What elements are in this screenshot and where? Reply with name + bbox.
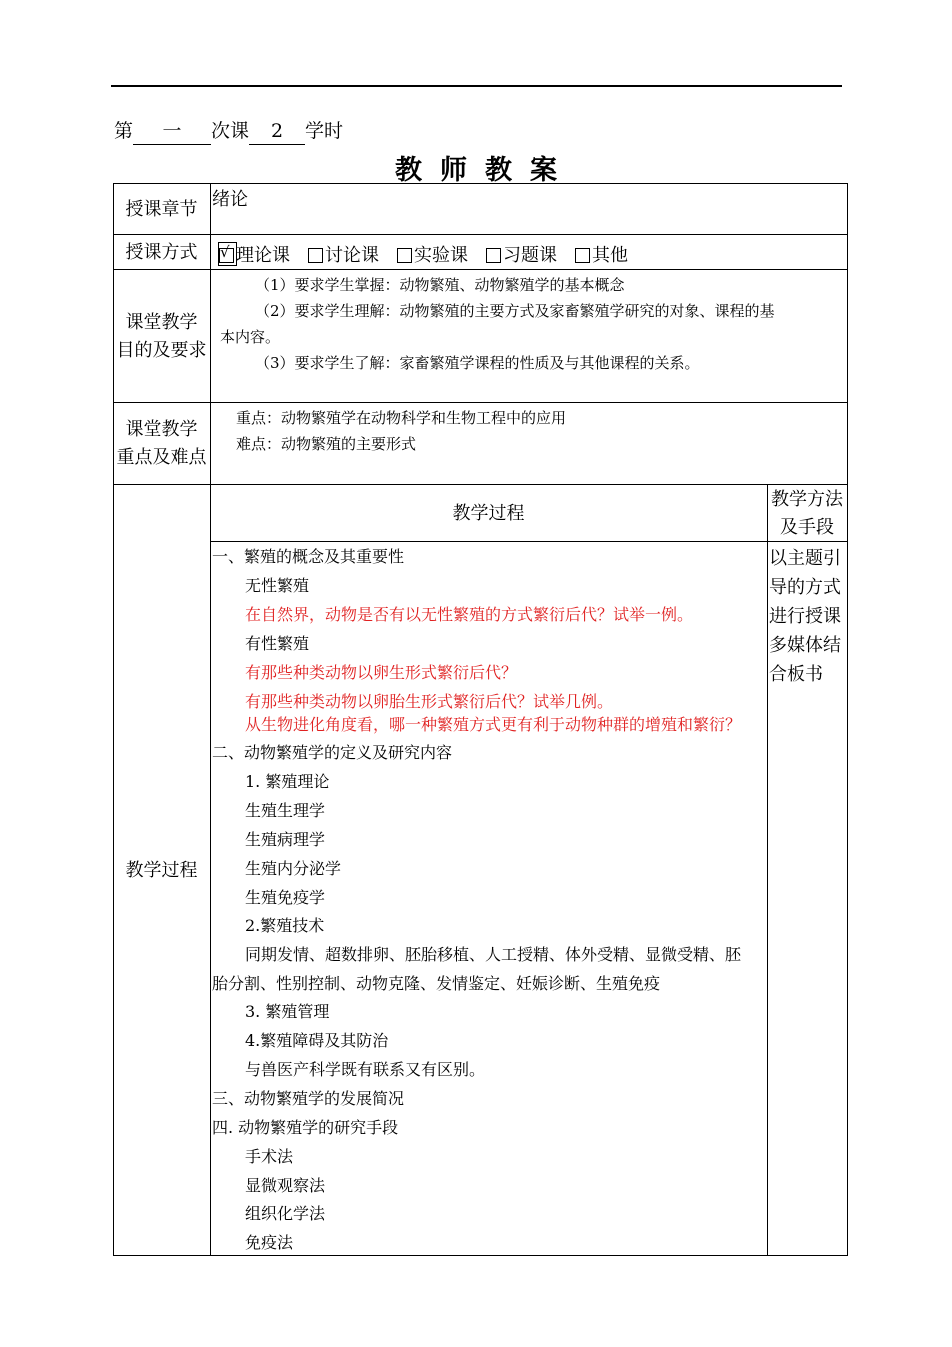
method-column-divider bbox=[767, 484, 768, 1255]
row-divider bbox=[113, 402, 848, 403]
process-line: 三、动物繁殖学的发展简况 bbox=[212, 1089, 405, 1108]
process-line: 有那些种类动物以卵胎生形式繁衍后代？试举几例。 bbox=[245, 692, 614, 711]
process-line: 二、动物繁殖学的定义及研究内容 bbox=[212, 743, 453, 762]
method-label: 授课方式 bbox=[125, 242, 198, 263]
process-line: 在自然界，动物是否有以无性繁殖的方式繁衍后代？试举一例。 bbox=[245, 605, 694, 624]
label-column-divider bbox=[210, 183, 211, 1255]
row-divider bbox=[113, 484, 848, 485]
session-number: 一 bbox=[133, 118, 211, 145]
process-line: 生殖生理学 bbox=[245, 801, 326, 820]
option-other[interactable] bbox=[575, 241, 628, 267]
process-line: 3. 繁殖管理 bbox=[245, 1002, 330, 1021]
keypoints-label-line2: 重点及难点 bbox=[116, 447, 207, 468]
keypoints-label bbox=[113, 416, 210, 472]
process-line: 2.繁殖技术 bbox=[245, 916, 325, 935]
option-label: 习题课 bbox=[503, 245, 557, 266]
row-divider bbox=[113, 234, 848, 235]
option-label: 其他 bbox=[592, 245, 628, 266]
objective-item-1: （1）要求学生掌握：动物繁殖、动物繁殖学的基本概念 bbox=[255, 276, 625, 294]
objective-item-3: （3）要求学生了解：家畜繁殖学课程的性质及与其他课程的关系。 bbox=[255, 354, 700, 372]
checked-option-frame bbox=[218, 242, 237, 266]
option-exercise[interactable] bbox=[486, 241, 557, 267]
checkbox-icon[interactable] bbox=[575, 248, 590, 263]
difficult-point: 难点：动物繁殖的主要形式 bbox=[236, 435, 417, 453]
option-label: 实验课 bbox=[414, 245, 468, 266]
objectives-label-line1: 课堂教学 bbox=[125, 312, 198, 333]
process-line: 生殖病理学 bbox=[245, 830, 326, 849]
process-header-divider bbox=[210, 541, 848, 542]
table-border-bottom bbox=[113, 1255, 848, 1256]
process-line: 从生物进化角度看，哪一种繁殖方式更有利于动物种群的增殖和繁衍？ bbox=[245, 715, 742, 734]
table-border-top bbox=[113, 183, 848, 184]
objectives-label-line2: 目的及要求 bbox=[116, 340, 207, 361]
session-prefix: 第 bbox=[114, 120, 134, 142]
process-line: 胎分割、性别控制、动物克隆、发情鉴定、妊娠诊断、生殖免疫 bbox=[212, 974, 661, 993]
process-line: 有性繁殖 bbox=[245, 634, 310, 653]
method-note: 以主题引导的方式进行授课多媒体结合板书 bbox=[769, 548, 841, 685]
process-line: 一、繁殖的概念及其重要性 bbox=[212, 547, 405, 566]
method-header-line1: 教学方法 bbox=[771, 489, 843, 510]
key-point: 重点：动物繁殖学在动物科学和生物工程中的应用 bbox=[236, 409, 567, 427]
chapter-label: 授课章节 bbox=[125, 199, 198, 220]
process-line: 显微观察法 bbox=[245, 1176, 326, 1195]
option-label: 讨论课 bbox=[325, 245, 379, 266]
header-rule bbox=[111, 85, 842, 87]
method-header-line2: 及手段 bbox=[780, 517, 834, 538]
option-discussion[interactable] bbox=[308, 241, 379, 267]
option-lab[interactable] bbox=[397, 241, 468, 267]
process-line: 免疫法 bbox=[245, 1233, 294, 1252]
process-line: 无性繁殖 bbox=[245, 576, 310, 595]
chapter-value: 绪论 bbox=[212, 189, 248, 210]
method-options bbox=[219, 241, 646, 267]
process-line: 生殖内分泌学 bbox=[245, 859, 342, 878]
process-line: 四. 动物繁殖学的研究手段 bbox=[212, 1118, 399, 1137]
objective-item-2: （2）要求学生理解：动物繁殖的主要方式及家畜繁殖学研究的对象、课程的基 bbox=[255, 302, 775, 320]
process-line: 手术法 bbox=[245, 1147, 294, 1166]
objectives-label bbox=[113, 309, 210, 365]
page-title: 教师教案 bbox=[395, 155, 575, 186]
hours-suffix: 学时 bbox=[305, 120, 344, 142]
checkbox-icon[interactable] bbox=[308, 248, 323, 263]
objective-item-2-cont: 本内容。 bbox=[220, 328, 281, 346]
table-border-right bbox=[847, 183, 848, 1255]
process-header: 教学过程 bbox=[452, 503, 525, 524]
session-suffix: 次课 bbox=[211, 120, 250, 142]
keypoints-label-line1: 课堂教学 bbox=[125, 419, 198, 440]
session-header bbox=[114, 118, 343, 145]
row-divider bbox=[113, 269, 848, 270]
process-line: 有那些种类动物以卵生形式繁衍后代？ bbox=[245, 663, 518, 682]
option-label: 理论课 bbox=[236, 245, 290, 266]
hours-value: 2 bbox=[249, 118, 305, 145]
checkbox-icon[interactable] bbox=[486, 248, 501, 263]
method-header bbox=[767, 486, 847, 542]
process-line: 组织化学法 bbox=[245, 1204, 326, 1223]
process-line: 1. 繁殖理论 bbox=[245, 772, 330, 791]
process-line: 4.繁殖障碍及其防治 bbox=[245, 1031, 389, 1050]
process-label: 教学过程 bbox=[125, 860, 198, 881]
process-line: 与兽医产科学既有联系又有区别。 bbox=[245, 1060, 486, 1079]
checkbox-icon[interactable] bbox=[397, 248, 412, 263]
process-line: 同期发情、超数排卵、胚胎移植、人工授精、体外受精、显微受精、胚 bbox=[245, 945, 742, 964]
process-line: 生殖免疫学 bbox=[245, 888, 326, 907]
